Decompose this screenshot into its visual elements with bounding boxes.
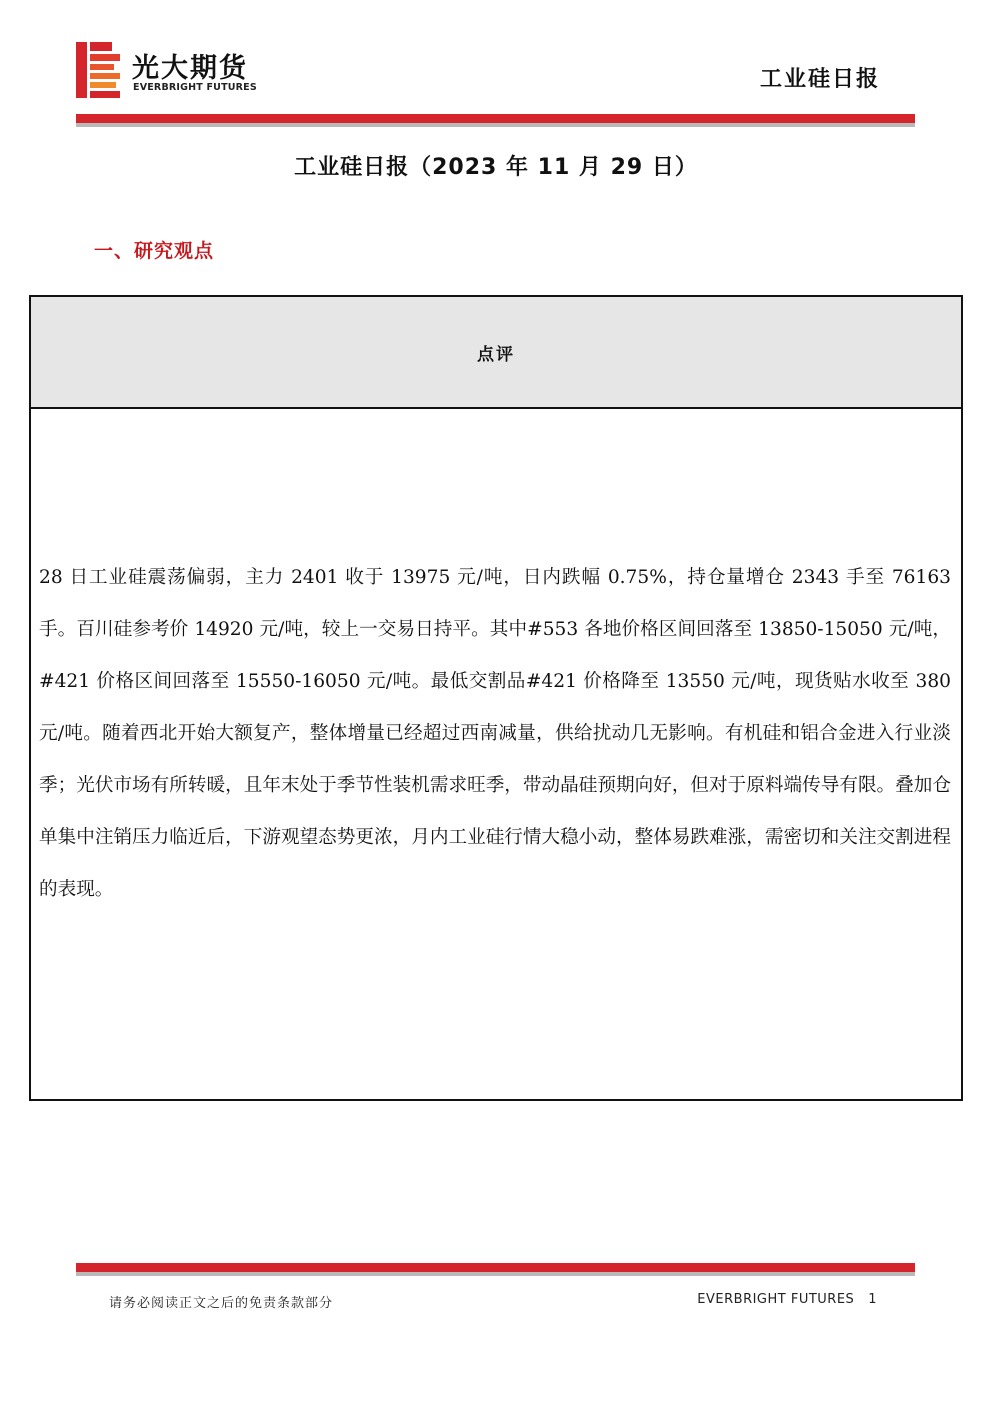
document-title: 工业硅日报（2023 年 11 月 29 日） — [294, 155, 698, 180]
review-table-header — [31, 297, 961, 409]
header-divider — [76, 114, 915, 127]
company-logo — [76, 42, 286, 98]
header-divider-grey — [76, 123, 915, 127]
logo-name-en: EVERBRIGHT FUTURES — [133, 82, 257, 93]
logo-name-cn: 光大期货 — [132, 53, 248, 84]
footer-company-page — [697, 1292, 877, 1307]
review-body-text: 28 日工业硅震荡偏弱，主力 2401 收于 13975 元/吨，日内跌幅 0.75%，持仓量增仓 2343 手至 76163 手。百川硅参考价 14920 元/吨，较上一交易日持平。其中#553 各地价格区间回落至 13850-15050 元/吨，#421 价格区间回落至 15550-16050 元/吨。最低交割品#421 价格降至 13550 元/吨，现货贴水收至 380 元/吨。随着西北开始大额复产，整体增量已经超过西南减量，供给扰动几无影响。有机硅和铝合金进入行业淡季；光伏市场有所转暖，且年末处于季节性装机需求旺季，带动晶硅预期向好，但对于原料端传导有限。叠加仓单集中注销压力临近后，下游观望态势更浓，月内工业硅行情大稳小动，整体易跌难涨，需密切和关注交割进程的表现。 — [39, 567, 951, 900]
header-divider-red — [76, 114, 915, 123]
footer-company: EVERBRIGHT FUTURES — [697, 1292, 855, 1307]
review-header-label: 点评 — [477, 344, 515, 365]
footer-divider-grey — [76, 1272, 915, 1276]
review-table — [29, 295, 963, 1101]
page-number: 1 — [868, 1292, 877, 1307]
everbright-logo-icon — [76, 42, 122, 98]
header-report-type: 工业硅日报 — [759, 67, 880, 92]
footer-divider-red — [76, 1263, 915, 1272]
footer-disclaimer: 请务必阅读正文之后的免责条款部分 — [109, 1296, 334, 1311]
footer-divider — [76, 1263, 915, 1276]
section-heading: 一、研究观点 — [94, 240, 215, 262]
